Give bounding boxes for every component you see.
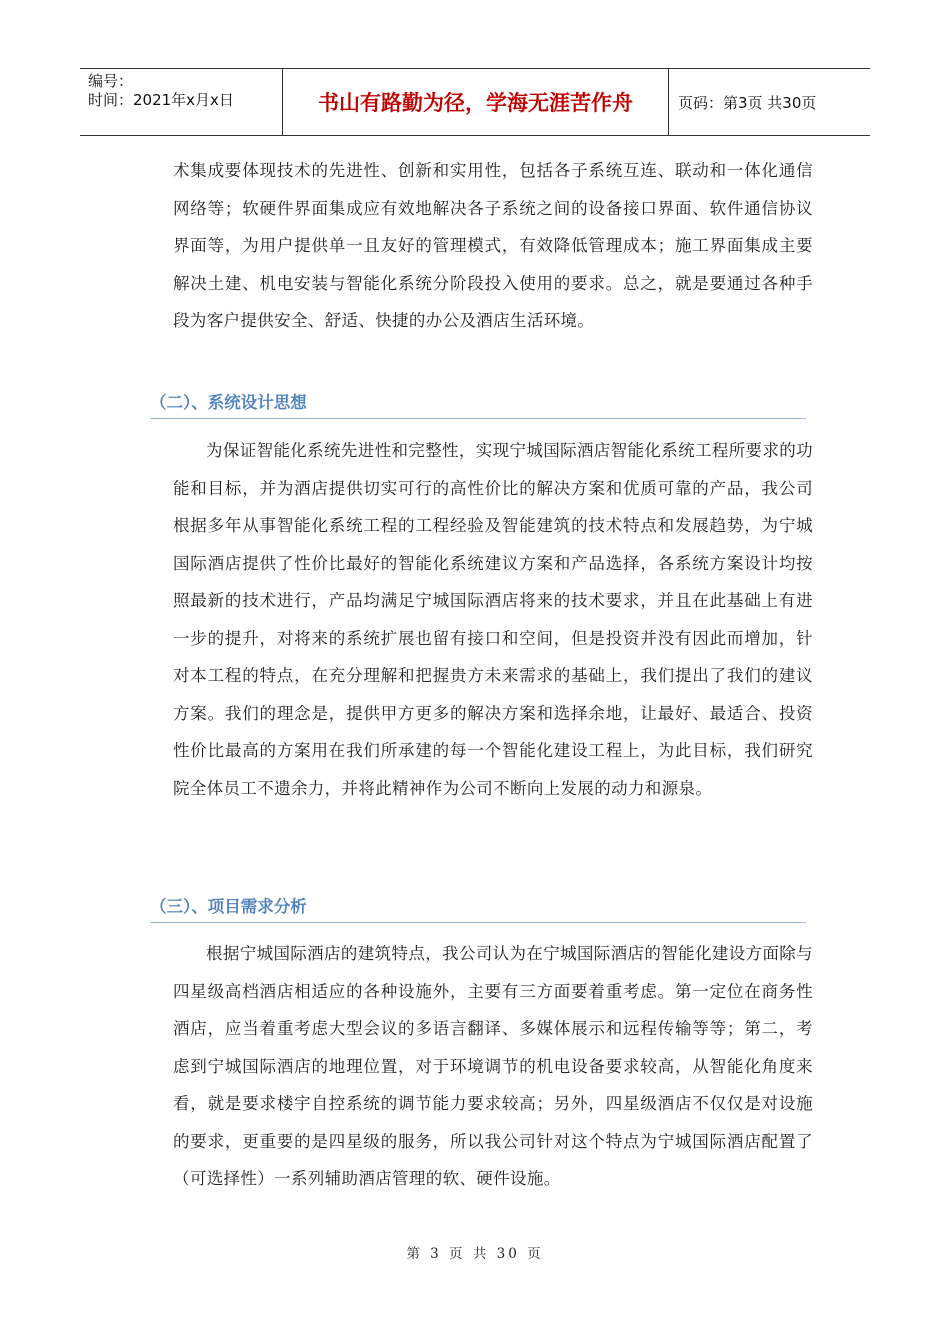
header-meta: [88, 72, 288, 110]
section-heading-requirement-analysis: （三）、项目需求分析: [150, 892, 806, 923]
header-divider: [668, 69, 669, 135]
document-header: [80, 68, 870, 136]
document-date: 时间：2021年x月x日: [88, 91, 234, 109]
document-number: 编号：: [88, 72, 134, 90]
page-footer: 第 3 页 共 30 页: [406, 1246, 544, 1262]
section-heading-design-concept: （二）、系统设计思想: [150, 388, 806, 419]
intro-paragraph: 术集成要体现技术的先进性、创新和实用性，包括各子系统互连、联动和一体化通信网络等；软硬件界面集成应有效地解决各子系统之间的设备接口界面、软件通信协议界面等，为用户提供单一且友好的管理模式，有效降低管理成本；施工界面集成主要解决土建、机电安装与智能化系统分阶段投入使用的要求。总之，就是要通过各种手段为客户提供安全、舒适、快捷的办公及酒店生活环境。: [173, 161, 813, 330]
header-motto: 书山有路勤为径，学海无涯苦作舟: [318, 91, 633, 115]
header-page-code: 页码：第3页 共30页: [678, 93, 817, 112]
requirement-analysis-paragraph: 根据宁城国际酒店的建筑特点，我公司认为在宁城国际酒店的智能化建设方面除与四星级高档酒店相适应的各种设施外，主要有三方面要着重考虑。第一定位在商务性酒店，应当着重考虑大型会议的多语言翻译、多媒体展示和远程传输等等；第二，考虑到宁城国际酒店的地理位置，对于环境调节的机电设备要求较高，从智能化角度来看，就是要求楼宇自控系统的调节能力要求较高；另外，四星级酒店不仅仅是对设施的要求，更重要的是四星级的服务，所以我公司针对这个特点为宁城国际酒店配置了（可选择性）一系列辅助酒店管理的软、硬件设施。: [173, 944, 813, 1188]
design-concept-paragraph: 为保证智能化系统先进性和完整性，实现宁城国际酒店智能化系统工程所要求的功能和目标，并为酒店提供切实可行的高性价比的解决方案和优质可靠的产品，我公司根据多年从事智能化系统工程的工程经验及智能建筑的技术特点和发展趋势，为宁城国际酒店提供了性价比最好的智能化系统建议方案和产品选择，各系统方案设计均按照最新的技术进行，产品均满足宁城国际酒店将来的技术要求，并且在此基础上有进一步的提升，对将来的系统扩展也留有接口和空间，但是投资并没有因此而增加，针对本工程的特点，在充分理解和把握贵方未来需求的基础上，我们提出了我们的建议方案。我们的理念是，提供甲方更多的解决方案和选择余地，让最好、最适合、投资性价比最高的方案用在我们所承建的每一个智能化建设工程上，为此目标，我们研究院全体员工不遗余力，并将此精神作为公司不断向上发展的动力和源泉。: [173, 441, 813, 798]
